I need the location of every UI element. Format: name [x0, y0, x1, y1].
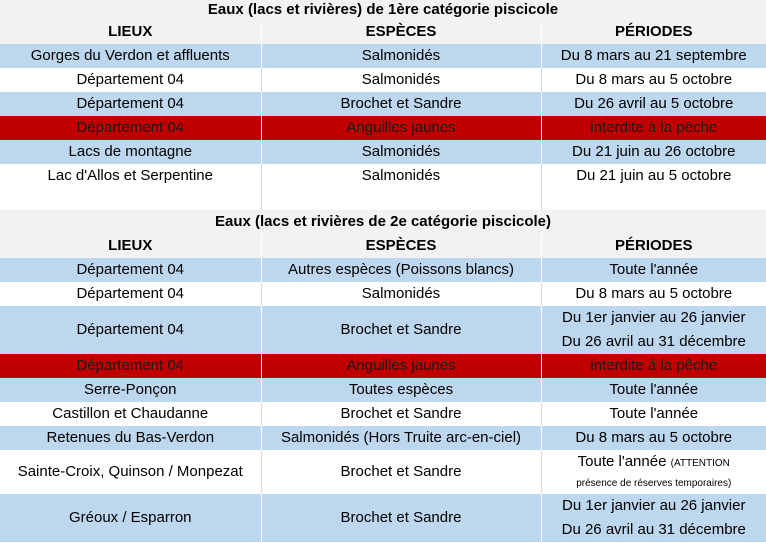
- cell-lieux: Retenues du Bas-Verdon: [0, 426, 261, 450]
- cell-especes: Brochet et Sandre: [261, 450, 541, 494]
- period-line-2: Du 26 avril au 31 décembre: [561, 521, 746, 538]
- period-line-1: Du 1er janvier au 26 janvier: [562, 497, 746, 514]
- cell-periodes: Toute l'année: [541, 378, 766, 402]
- cell-especes: Brochet et Sandre: [261, 306, 541, 354]
- cell-lieux: Département 04: [0, 282, 261, 306]
- cell-especes: Salmonidés: [261, 44, 541, 68]
- section1-title-row: [0, 0, 766, 20]
- cell-lieux: Département 04: [0, 116, 261, 140]
- table-row-prohibited: [0, 354, 766, 378]
- header-especes: ESPÈCES: [261, 20, 541, 44]
- cell-periodes: interdite à la pêche: [541, 354, 766, 378]
- cell-lieux: Sainte-Croix, Quinson / Monpezat: [0, 450, 261, 494]
- header-especes: ESPÈCES: [261, 234, 541, 258]
- period-line-1: Du 1er janvier au 26 janvier: [562, 309, 746, 326]
- cell-especes: Autres espèces (Poissons blancs): [261, 258, 541, 282]
- cell-periodes: Toute l'année: [541, 402, 766, 426]
- cell-lieux: Lacs de montagne: [0, 140, 261, 164]
- table-row: [0, 140, 766, 164]
- cell-periodes: Du 8 mars au 21 septembre: [541, 44, 766, 68]
- cell-especes: Salmonidés: [261, 140, 541, 164]
- cell-especes: Toutes espèces: [261, 378, 541, 402]
- cell-lieux: Département 04: [0, 258, 261, 282]
- cell-periodes: Du 8 mars au 5 octobre: [541, 426, 766, 450]
- table-row: [0, 450, 766, 494]
- cell-especes: Salmonidés (Hors Truite arc-en-ciel): [261, 426, 541, 450]
- table-row-prohibited: [0, 116, 766, 140]
- spacer-row: [0, 188, 766, 210]
- section1-title: Eaux (lacs et rivières) de 1ère catégorie piscicole: [0, 0, 766, 20]
- table-row: [0, 164, 766, 188]
- table-row: [0, 282, 766, 306]
- table-row: [0, 44, 766, 68]
- cell-periodes: [541, 306, 766, 354]
- cell-lieux: Gorges du Verdon et affluents: [0, 44, 261, 68]
- cell-especes: Salmonidés: [261, 68, 541, 92]
- header-periodes: PÉRIODES: [541, 20, 766, 44]
- cell-especes: Brochet et Sandre: [261, 92, 541, 116]
- table-row: [0, 494, 766, 542]
- cell-especes: Anguilles jaunes: [261, 116, 541, 140]
- period-note-line: [542, 451, 766, 474]
- cell-lieux: Serre-Ponçon: [0, 378, 261, 402]
- period-line-2: Du 26 avril au 31 décembre: [561, 333, 746, 350]
- cell-periodes: Du 26 avril au 5 octobre: [541, 92, 766, 116]
- cell-especes: Brochet et Sandre: [261, 494, 541, 542]
- section2-title: Eaux (lacs et rivières de 2e catégorie piscicole): [0, 210, 766, 234]
- section2-title-row: [0, 210, 766, 234]
- cell-periodes: [541, 450, 766, 494]
- header-periodes: PÉRIODES: [541, 234, 766, 258]
- header-lieux: LIEUX: [0, 234, 261, 258]
- spacer-cell: [0, 188, 261, 210]
- cell-especes: Brochet et Sandre: [261, 402, 541, 426]
- table-row: [0, 92, 766, 116]
- cell-periodes: Du 21 juin au 5 octobre: [541, 164, 766, 188]
- period-note-2: présence de réserves temporaires): [576, 477, 732, 489]
- table-row: [0, 68, 766, 92]
- cell-especes: Salmonidés: [261, 164, 541, 188]
- table-row: [0, 426, 766, 450]
- cell-periodes: interdite à la pêche: [541, 116, 766, 140]
- cell-lieux: Département 04: [0, 354, 261, 378]
- cell-periodes: Toute l'année: [541, 258, 766, 282]
- table-row: [0, 306, 766, 354]
- section1-header-row: [0, 20, 766, 44]
- cell-lieux: Gréoux / Esparron: [0, 494, 261, 542]
- cell-periodes: Du 8 mars au 5 octobre: [541, 282, 766, 306]
- cell-periodes: Du 21 juin au 26 octobre: [541, 140, 766, 164]
- table-row: [0, 402, 766, 426]
- cell-especes: Salmonidés: [261, 282, 541, 306]
- table-row: [0, 258, 766, 282]
- cell-lieux: Département 04: [0, 68, 261, 92]
- spacer-cell: [541, 188, 766, 210]
- cell-especes: Anguilles jaunes: [261, 354, 541, 378]
- table-row: [0, 378, 766, 402]
- header-lieux: LIEUX: [0, 20, 261, 44]
- cell-periodes: [541, 494, 766, 542]
- cell-periodes: Du 8 mars au 5 octobre: [541, 68, 766, 92]
- section2-header-row: [0, 234, 766, 258]
- cell-lieux: Lac d'Allos et Serpentine: [0, 164, 261, 188]
- cell-lieux: Département 04: [0, 306, 261, 354]
- cell-lieux: Castillon et Chaudanne: [0, 402, 261, 426]
- period-main: Toute l'année: [577, 452, 667, 470]
- spacer-cell: [261, 188, 541, 210]
- cell-lieux: Département 04: [0, 92, 261, 116]
- period-note-1: (ATTENTION: [670, 457, 730, 469]
